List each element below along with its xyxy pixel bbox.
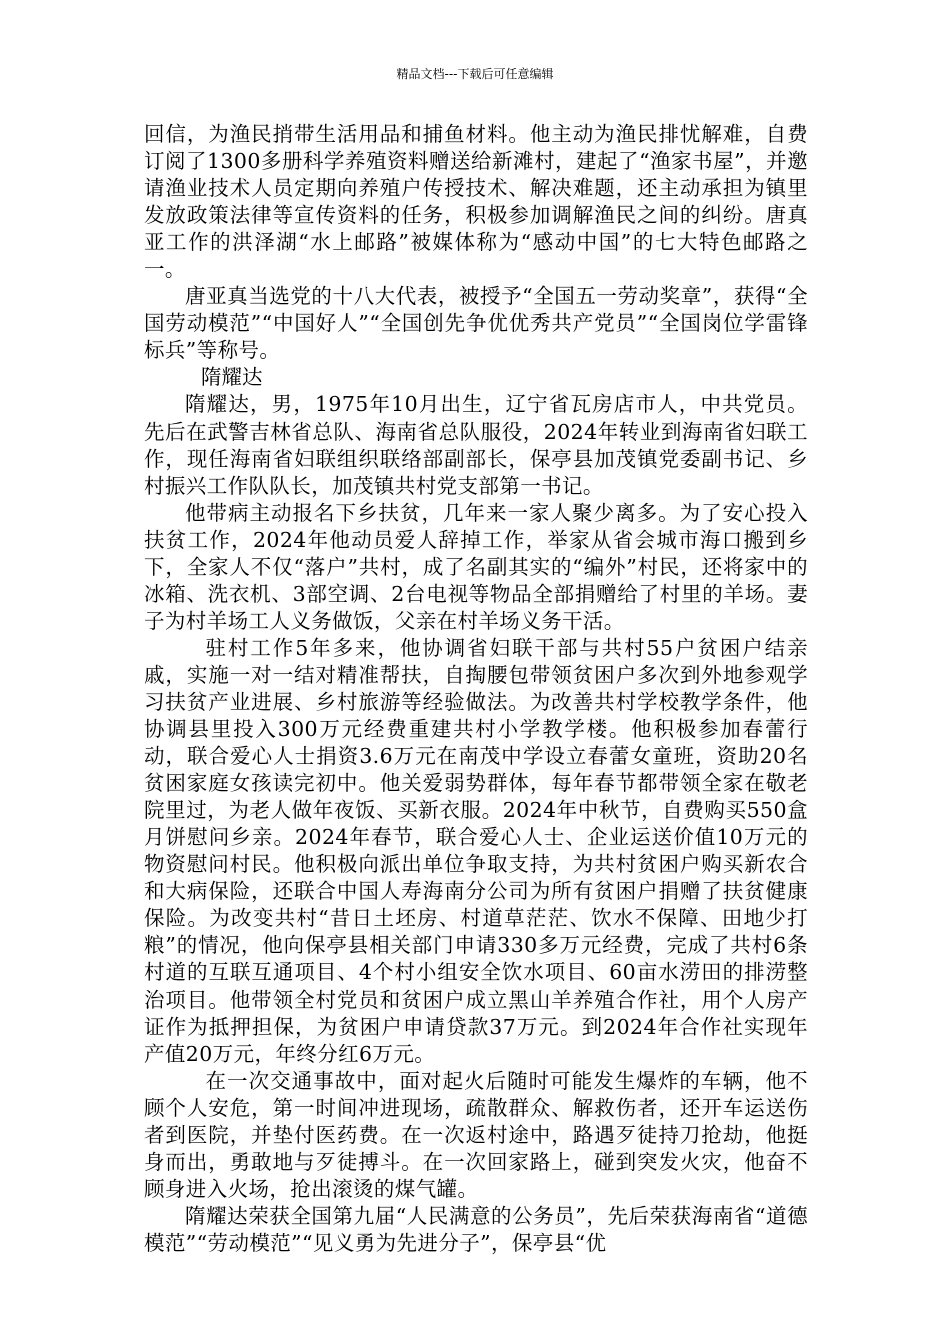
paragraph-village-work: 驻村工作5年多来，他协调省妇联干部与共村55户贫困户结亲戚，实施一对一结对精准帮扶，自掏腰包带领贫困户多次到外地参观学习扶贫产业进展、乡村旅游等经验做法。为改善共村学校教学条件，他协调县里投入300万元经费重建共村小学教学楼。他积极参加春蕾行动，联合爱心人士捐资3.6万元在南茂中学设立春蕾女童班，资助20名贫困家庭女孩读完初中。他关爱弱势群体，每年春节都带领全家在敬老院里过，为老人做年夜饭、买新衣服。2024年中秋节，自费购买550盒月饼慰问乡亲。2024年春节，联合爱心人士、企业运送价值10万元的物资慰问村民。他积极向派出单位争取支持，为共村贫困户购买新农合和大病保险，还联合中国人寿海南分公司为所有贫困户捐赠了扶贫健康保险。为改变共村“昔日土坯房、村道草茫茫、饮水不保障、田地少打粮”的情况，他向保亭县相关部门申请330多万元经费，完成了共村6条村道的互联互通项目、4个村小组安全饮水项目、60亩水涝田的排涝整治项目。他带领全村党员和贫困户成立黑山羊养殖合作社，用个人房产证作为抵押担保，为贫困户申请贷款37万元。到2024年合作社实现年产值20万元，年终分红6万元。 xyxy=(144,635,808,1066)
paragraph-honors-tang: 唐亚真当选党的十八大代表，被授予“全国五一劳动奖章”，获得“全国劳动模范”“中国好人”“全国创先争优优秀共产党员”“全国岗位学雷锋标兵”等称号。 xyxy=(144,284,808,363)
document-body xyxy=(144,121,808,1257)
paragraph-continuation: 回信，为渔民捎带生活用品和捕鱼材料。他主动为渔民排忧解难，自费订阅了1300多册科学养殖资料赠送给新滩村，建起了“渔家书屋”，并邀请渔业技术人员定期向养殖户传授技术、解决难题，还主动承担为镇里发放政策法律等宣传资料的任务，积极参加调解渔民之间的纠纷。唐真亚工作的洪泽湖“水上邮路”被媒体称为“感动中国”的七大特色邮路之一。 xyxy=(144,122,808,282)
paragraph-bravery: 在一次交通事故中，面对起火后随时可能发生爆炸的车辆，他不顾个人安危，第一时间冲进现场，疏散群众、解救伤者，还开车运送伤者到医院，并垫付医药费。在一次返村途中，路遇歹徒持刀抢劫，他挺身而出，勇敢地与歹徒搏斗。在一次回家路上，碰到突发火灾，他奋不顾身进入火场，抢出滚烫的煤气罐。 xyxy=(144,1068,808,1201)
paragraph-bio: 隋耀达，男，1975年10月出生，辽宁省瓦房店市人，中共党员。先后在武警吉林省总队、海南省总队服役，2024年转业到海南省妇联工作，现任海南省妇联组织联络部副部长，保亭县加茂镇党委副书记、乡村振兴工作队队长，加茂镇共村党支部第一书记。 xyxy=(144,392,808,498)
section-name-heading: 隋耀达 xyxy=(201,365,263,390)
paragraph-honors-sui: 隋耀达荣获全国第九届“人民满意的公务员”，先后荣获海南省“道德模范”“劳动模范”“见义勇为先进分子”，保亭县“优 xyxy=(144,1203,808,1255)
paragraph-family: 他带病主动报名下乡扶贫，几年来一家人聚少离多。为了安心投入扶贫工作，2024年他动员爱人辞掉工作，举家从省会城市海口搬到乡下，全家人不仅“落户”共村，成了名副其实的“编外”村民，还将家中的冰箱、洗衣机、3部空调、2台电视等物品全部捐赠给了村里的羊场。妻子为村羊场工人义务做饭，父亲在村羊场义务干活。 xyxy=(144,500,808,633)
page-header: 精品文档---下载后可任意编辑 xyxy=(396,67,554,81)
